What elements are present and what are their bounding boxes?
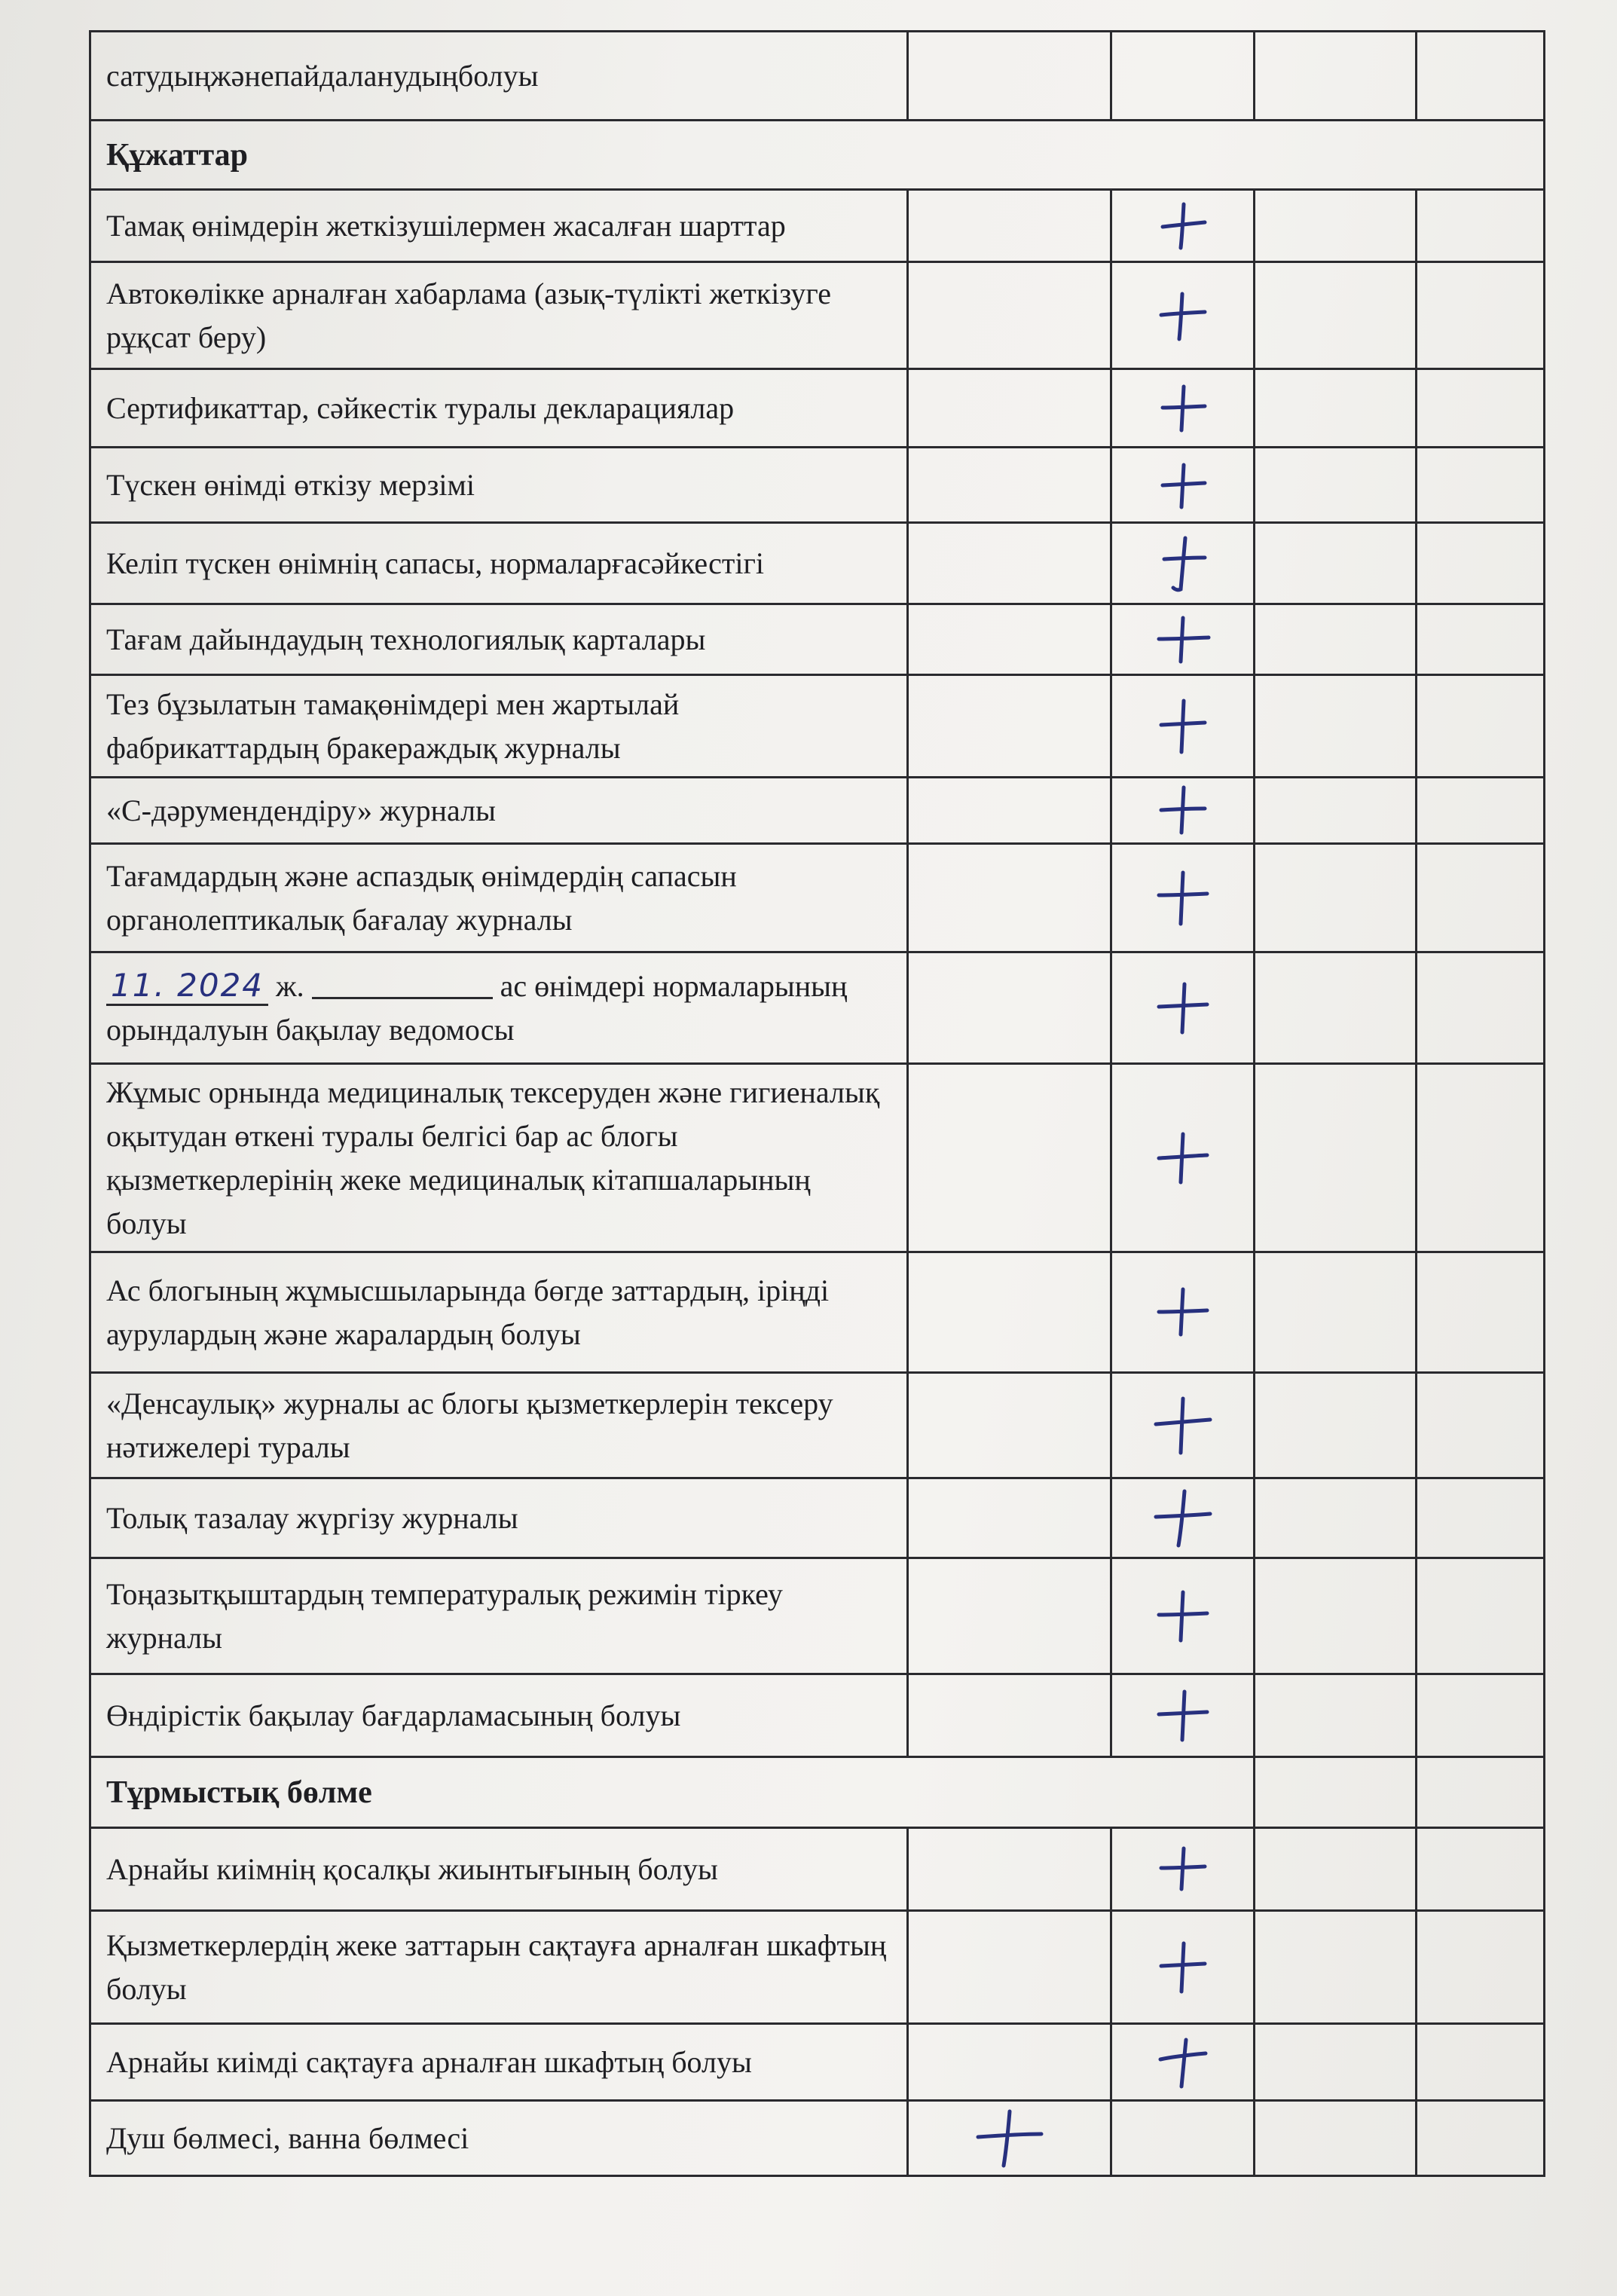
mark-cell-col4 xyxy=(1417,1478,1545,1558)
mark-cell-col1 xyxy=(908,369,1111,448)
mark-cell-col3 xyxy=(1255,2024,1417,2101)
mark-cell-col4 xyxy=(1417,675,1545,778)
table-row xyxy=(90,1252,1545,1373)
handwritten-plus-mark xyxy=(1157,289,1209,342)
mark-cell-col1 xyxy=(908,262,1111,369)
mark-cell-col4 xyxy=(1417,1757,1545,1828)
table-row xyxy=(90,952,1545,1064)
table-row xyxy=(90,1064,1545,1252)
mark-cell-col3 xyxy=(1255,190,1417,262)
mark-cell-col1 xyxy=(908,1478,1111,1558)
mark-cell-col3 xyxy=(1255,523,1417,604)
handwritten-plus-mark xyxy=(1154,868,1212,928)
handwritten-plus-mark xyxy=(1157,382,1209,435)
mark-cell-col4 xyxy=(1417,604,1545,675)
criterion-cell: «Денсаулық» журналы ас блогы қызметкерлерін тексеру нәтижелері туралы xyxy=(90,1373,908,1478)
mark-cell-col4 xyxy=(1417,2101,1545,2176)
mark-cell-col2 xyxy=(1111,1373,1255,1478)
mark-cell-col1 xyxy=(908,1373,1111,1478)
table-row xyxy=(90,2024,1545,2101)
mark-cell-col1 xyxy=(908,1558,1111,1674)
table-row xyxy=(90,1674,1545,1757)
mark-cell-col4 xyxy=(1417,1828,1545,1911)
criterion-cell: Тағамдардың және аспаздық өнімдердің сапасын органолептикалық бағалау журналы xyxy=(90,844,908,952)
mark-cell-col1 xyxy=(908,2024,1111,2101)
handwritten-plus-mark xyxy=(1157,459,1209,512)
table-row xyxy=(90,778,1545,844)
handwritten-plus-mark xyxy=(1153,613,1213,666)
criterion-cell: Ас блогының жұмысшыларында бөгде заттардың, іріңді аурулардың және жаралардың болуы xyxy=(90,1252,908,1373)
handwritten-plus-mark xyxy=(1157,533,1209,594)
mark-cell-col2 xyxy=(1111,675,1255,778)
blank-fill-line xyxy=(312,967,493,999)
criterion-cell: Түскен өнімді өткізу мерзімі xyxy=(90,448,908,523)
mark-cell-col1 xyxy=(908,952,1111,1064)
mark-cell-col3 xyxy=(1255,1064,1417,1252)
mark-cell-col2 xyxy=(1111,604,1255,675)
criterion-cell: Душ бөлмесі, ванна бөлмесі xyxy=(90,2101,908,2176)
mark-cell-col4 xyxy=(1417,190,1545,262)
criterion-text-line2: орындалуын бақылау ведомосы xyxy=(106,1012,515,1047)
handwritten-plus-mark xyxy=(1157,784,1209,837)
handwritten-plus-mark xyxy=(1151,1394,1215,1457)
criterion-cell: Автокөлікке арналған хабарлама (азық-түлікті жеткізуге рұқсат беру) xyxy=(90,262,908,369)
mark-cell-col1 xyxy=(908,448,1111,523)
table-row xyxy=(90,1828,1545,1911)
mark-cell-col4 xyxy=(1417,32,1545,121)
handwritten-plus-mark xyxy=(1157,1939,1209,1996)
mark-cell-col4 xyxy=(1417,1064,1545,1252)
handwritten-plus-mark xyxy=(974,2107,1046,2170)
criterion-cell: «С-дәрумендендіру» журналы xyxy=(90,778,908,844)
mark-cell-col3 xyxy=(1255,1373,1417,1478)
mark-cell-col2 xyxy=(1111,1064,1255,1252)
mark-cell-col3 xyxy=(1255,2101,1417,2176)
inspection-checklist-table xyxy=(89,30,1545,2177)
criterion-cell: Сертификаттар, сәйкестік туралы декларациялар xyxy=(90,369,908,448)
mark-cell-col2 xyxy=(1111,844,1255,952)
mark-cell-col2 xyxy=(1111,1674,1255,1757)
mark-cell-col4 xyxy=(1417,778,1545,844)
mark-cell-col1 xyxy=(908,778,1111,844)
criterion-cell: Арнайы киімнің қосалқы жиынтығының болуы xyxy=(90,1828,908,1911)
table-row xyxy=(90,369,1545,448)
mark-cell-col2 xyxy=(1111,190,1255,262)
criterion-cell xyxy=(90,952,908,1064)
mark-cell-col3 xyxy=(1255,778,1417,844)
mark-cell-col3 xyxy=(1255,1757,1417,1828)
mark-cell-col2 xyxy=(1111,1911,1255,2024)
date-suffix: ж. xyxy=(276,968,304,1003)
mark-cell-col2 xyxy=(1111,32,1255,121)
mark-cell-col4 xyxy=(1417,1252,1545,1373)
mark-cell-col3 xyxy=(1255,1558,1417,1674)
criterion-cell: сатудыңжәнепайдаланудыңболуы xyxy=(90,32,908,121)
mark-cell-col2 xyxy=(1111,262,1255,369)
table-row xyxy=(90,604,1545,675)
table-row xyxy=(90,675,1545,778)
mark-cell-col3 xyxy=(1255,1478,1417,1558)
mark-cell-col3 xyxy=(1255,32,1417,121)
handwritten-plus-mark xyxy=(1154,980,1212,1037)
criterion-cell: Арнайы киімді сақтауға арналған шкафтың болуы xyxy=(90,2024,908,2101)
mark-cell-col2 xyxy=(1111,778,1255,844)
mark-cell-col4 xyxy=(1417,262,1545,369)
criterion-cell: Тағам дайындаудың технологиялық карталары xyxy=(90,604,908,675)
table-row xyxy=(90,32,1545,121)
table-row xyxy=(90,1478,1545,1558)
mark-cell-col3 xyxy=(1255,952,1417,1064)
table-row xyxy=(90,1373,1545,1478)
table-row xyxy=(90,523,1545,604)
criterion-text: ас өнімдері нормаларының xyxy=(500,968,848,1003)
mark-cell-col1 xyxy=(908,1252,1111,1373)
handwritten-date: 11. 2024 xyxy=(106,968,268,1006)
handwritten-plus-mark xyxy=(1154,1588,1212,1645)
mark-cell-col4 xyxy=(1417,1911,1545,2024)
handwritten-plus-mark xyxy=(1157,696,1209,757)
handwritten-plus-mark xyxy=(1157,1845,1209,1894)
mark-cell-col1 xyxy=(908,2101,1111,2176)
mark-cell-col3 xyxy=(1255,1911,1417,2024)
mark-cell-col4 xyxy=(1417,1674,1545,1757)
handwritten-plus-mark xyxy=(1157,200,1209,252)
table-row xyxy=(90,844,1545,952)
criterion-cell: Жұмыс орнында медициналық тексеруден және гигиеналық оқытудан өткені туралы белгісі бар ас блогы қызметкерлерінің жеке медициналық кітапшаларының болуы xyxy=(90,1064,908,1252)
mark-cell-col3 xyxy=(1255,1674,1417,1757)
handwritten-plus-mark xyxy=(1154,1286,1212,1339)
mark-cell-col2 xyxy=(1111,2101,1255,2176)
mark-cell-col3 xyxy=(1255,448,1417,523)
mark-cell-col1 xyxy=(908,604,1111,675)
mark-cell-col1 xyxy=(908,1674,1111,1757)
mark-cell-col3 xyxy=(1255,1252,1417,1373)
table-row xyxy=(90,190,1545,262)
criterion-cell: Тоңазытқыштардың температуралық режимін тіркеу журналы xyxy=(90,1558,908,1674)
handwritten-plus-mark xyxy=(1154,2034,1212,2091)
table-row xyxy=(90,1911,1545,2024)
mark-cell-col3 xyxy=(1255,262,1417,369)
mark-cell-col3 xyxy=(1255,604,1417,675)
criterion-cell: Қызметкерлердің жеке заттарын сақтауға арналған шкафтың болуы xyxy=(90,1911,908,2024)
mark-cell-col1 xyxy=(908,523,1111,604)
mark-cell-col2 xyxy=(1111,369,1255,448)
mark-cell-col3 xyxy=(1255,1828,1417,1911)
mark-cell-col4 xyxy=(1417,1373,1545,1478)
criterion-cell: Келіп түскен өнімнің сапасы, нормаларғасәйкестігі xyxy=(90,523,908,604)
mark-cell-col2 xyxy=(1111,1828,1255,1911)
mark-cell-col4 xyxy=(1417,952,1545,1064)
mark-cell-col1 xyxy=(908,1064,1111,1252)
mark-cell-col1 xyxy=(908,1911,1111,2024)
section-heading-documents: Құжаттар xyxy=(90,121,1545,190)
table-row xyxy=(90,448,1545,523)
mark-cell-col4 xyxy=(1417,2024,1545,2101)
table-row xyxy=(90,2101,1545,2176)
criterion-cell: Толық тазалау жүргізу журналы xyxy=(90,1478,908,1558)
criterion-cell: Тамақ өнімдерін жеткізушілермен жасалған шарттар xyxy=(90,190,908,262)
mark-cell-col3 xyxy=(1255,675,1417,778)
mark-cell-col2 xyxy=(1111,952,1255,1064)
mark-cell-col4 xyxy=(1417,844,1545,952)
handwritten-plus-mark xyxy=(1151,1487,1215,1550)
mark-cell-col4 xyxy=(1417,523,1545,604)
mark-cell-col1 xyxy=(908,32,1111,121)
section-row xyxy=(90,1757,1545,1828)
mark-cell-col2 xyxy=(1111,523,1255,604)
mark-cell-col1 xyxy=(908,844,1111,952)
mark-cell-col4 xyxy=(1417,448,1545,523)
section-heading-household-room: Тұрмыстық бөлме xyxy=(90,1757,1255,1828)
section-row xyxy=(90,121,1545,190)
table-row xyxy=(90,262,1545,369)
mark-cell-col1 xyxy=(908,190,1111,262)
mark-cell-col1 xyxy=(908,1828,1111,1911)
mark-cell-col2 xyxy=(1111,1252,1255,1373)
mark-cell-col2 xyxy=(1111,1478,1255,1558)
mark-cell-col4 xyxy=(1417,369,1545,448)
mark-cell-col3 xyxy=(1255,844,1417,952)
table-row xyxy=(90,1558,1545,1674)
mark-cell-col4 xyxy=(1417,1558,1545,1674)
mark-cell-col2 xyxy=(1111,1558,1255,1674)
mark-cell-col2 xyxy=(1111,448,1255,523)
handwritten-plus-mark xyxy=(1154,1687,1212,1744)
handwritten-plus-mark xyxy=(1154,1130,1212,1187)
criterion-cell: Тез бұзылатын тамақөнімдері мен жартылай фабрикаттардың бракераждық журналы xyxy=(90,675,908,778)
mark-cell-col1 xyxy=(908,675,1111,778)
mark-cell-col3 xyxy=(1255,369,1417,448)
mark-cell-col2 xyxy=(1111,2024,1255,2101)
criterion-cell: Өндірістік бақылау бағдарламасының болуы xyxy=(90,1674,908,1757)
